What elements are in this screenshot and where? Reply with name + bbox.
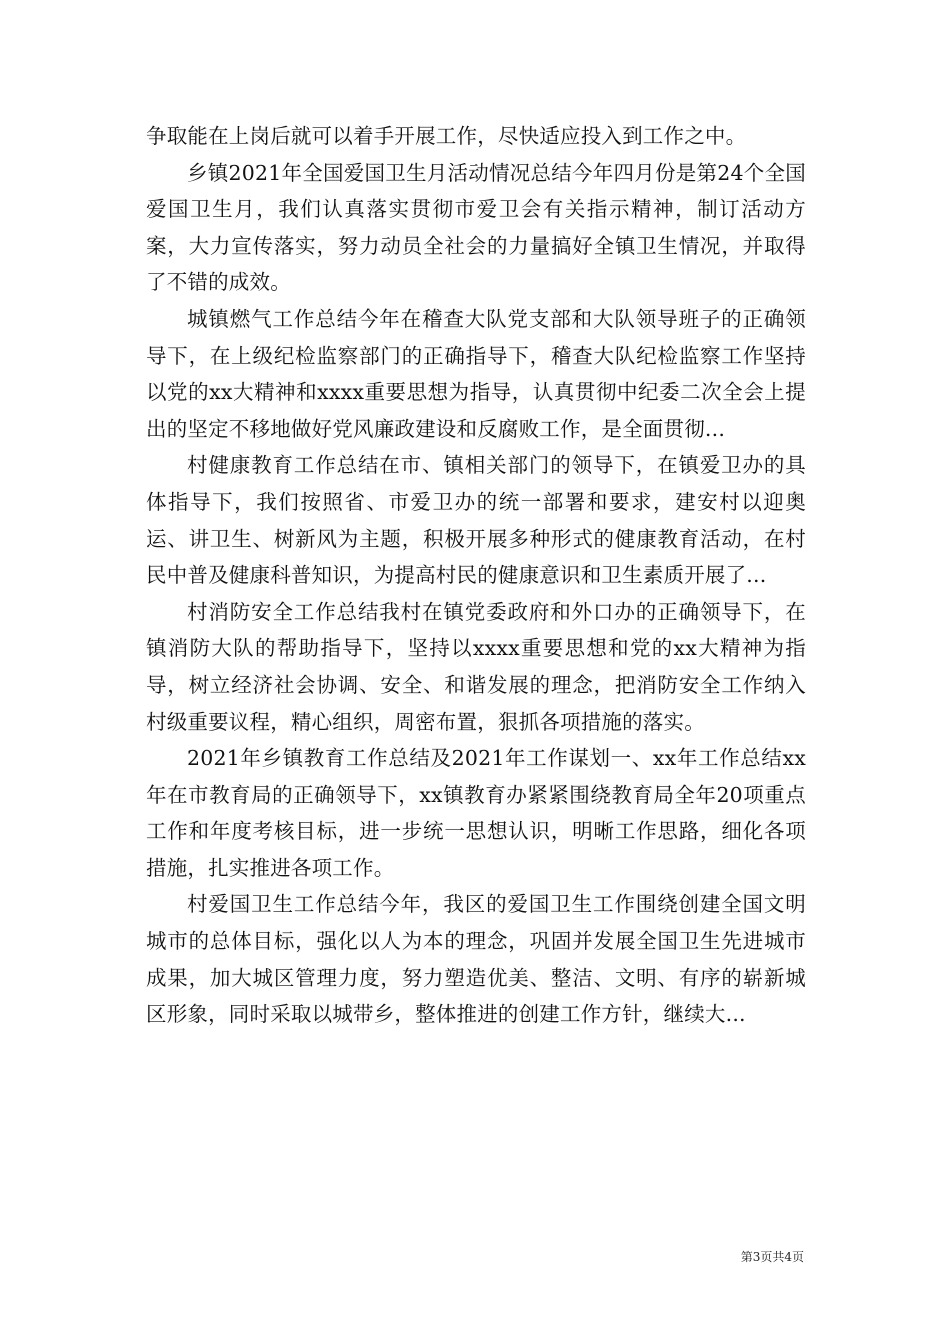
document-body (146, 118, 806, 1033)
paragraph-education-work-summary: 2021年乡镇教育工作总结及2021年工作谋划一、xx年工作总结xx年在市教育局的正确领导下，xx镇教育办紧紧围绕教育局全年20项重点工作和年度考核目标，进一步统一思想认识，明晰工作思路，细化各项措施，扎实推进各项工作。 (146, 746, 806, 880)
paragraph-health-education-summary: 村健康教育工作总结在市、镇相关部门的领导下，在镇爱卫办的具体指导下，我们按照省、市爱卫办的统一部署和要求，建安村以迎奥运、讲卫生、树新风为主题，积极开展多种形式的健康教育活动，在村民中普及健康科普知识，为提高村民的健康意识和卫生素质开展了... (146, 453, 806, 588)
paragraph-patriotic-health-work-summary: 村爱国卫生工作总结今年，我区的爱国卫生工作围绕创建全国文明城市的总体目标，强化以人为本的理念，巩固并发展全国卫生先进城市成果，加大城区管理力度，努力塑造优美、整洁、文明、有序的崭新城区形象，同时采取以城带乡，整体推进的创建工作方针，继续大... (146, 892, 806, 1027)
paragraph-gas-work-summary: 城镇燃气工作总结今年在稽查大队党支部和大队领导班子的正确领导下，在上级纪检监察部门的正确指导下，稽查大队纪检监察工作坚持以党的xx大精神和xxxx重要思想为指导，认真贯彻中纪委二次全会上提出的坚定不移地做好党风廉政建设和反腐败工作，是全面贯彻... (146, 306, 806, 441)
paragraph-fire-safety-summary: 村消防安全工作总结我村在镇党委政府和外口办的正确领导下，在镇消防大队的帮助指导下，坚持以xxxx重要思想和党的xx大精神为指导，树立经济社会协调、安全、和谐发展的理念，把消防安全工作纳入村级重要议程，精心组织，周密布置，狠抓各项措施的落实。 (146, 599, 806, 734)
paragraph-continuation: 争取能在上岗后就可以着手开展工作，尽快适应投入到工作之中。 (146, 124, 747, 148)
page-number: 第3页共4页 (740, 1250, 804, 1264)
paragraph-patriotic-health-month: 乡镇2021年全国爱国卫生月活动情况总结今年四月份是第24个全国爱国卫生月，我们认真落实贯彻市爱卫会有关指示精神，制订活动方案，大力宣传落实，努力动员全社会的力量搞好全镇卫生情况，并取得了不错的成效。 (146, 160, 806, 295)
